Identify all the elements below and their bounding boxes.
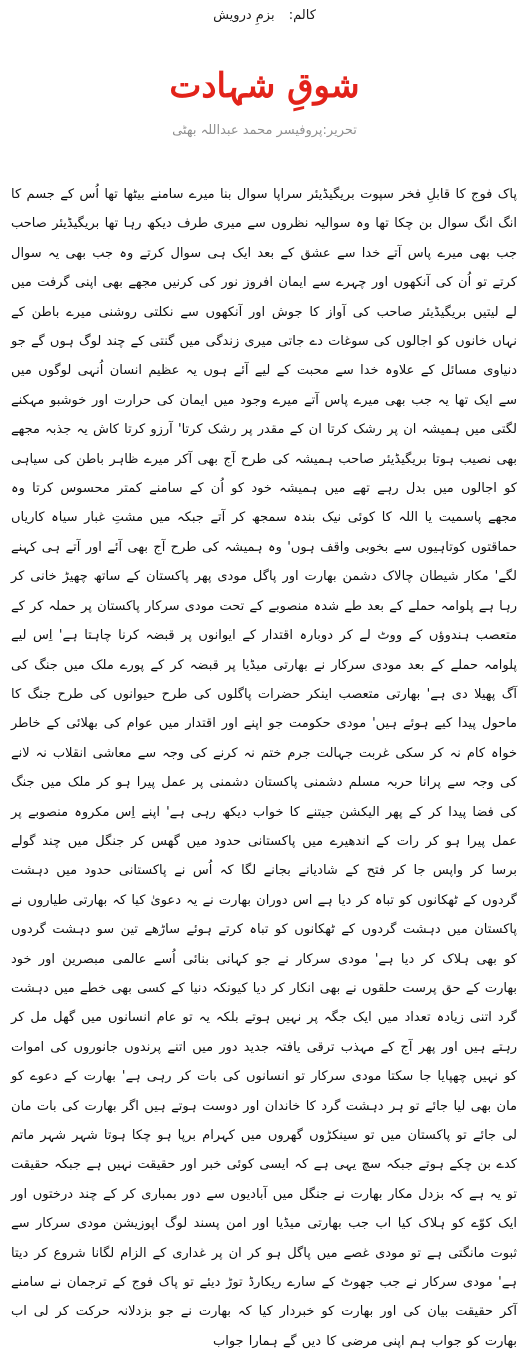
column-header	[0, 6, 529, 26]
column-series-name: بزمِ درویش	[213, 8, 275, 23]
article-body: پاک فوج کا قابلِ فخر سپوت بریگیڈیئر سراپا سوال بنا میرے سامنے بیٹھا تھا اُس کے جسم کا انگ انگ سوال بن چکا تھا وہ سوالیہ نظروں سے میری طرف دیکھ رہا تھا بریگیڈیئر صاحب جب بھی میرے پاس آتے خدا سے عشق کے بعد ایک ہی سوال کرتے وہ جب بھی یہ سوال کرتے تو اُن کی آنکھوں اور چہرے سے ایمان افروز نور کی کرنیں مجھے بھی اپنی گرفت میں لے لیتیں بریگیڈیئر صاحب کی آواز کا جوش اور آنکھوں سے نکلتی روشنی میرے باطن کے نہاں خانوں کو اجالوں کی سوغات دے جاتی میری زندگی میں گنتی کے چند لوگ ہوں گے جو دنیاوی مسائل کے علاوہ خدا سے محبت کے لیے آئے ہوں یہ عظیم انسان اُنہی لوگوں میں سے ایک تھا یہ جب بھی میرے پاس آتے میرے وجود میں ایمان کی حرارت اور خوشبو مہکنے لگتی میں ہمیشہ ان پر رشک کرتا ان کے مقدر پر رشک کرتا' آرزو کرتا کاش یہ جذبہ مجھے بھی نصیب ہوتا بریگیڈیئر صاحب ہمیشہ کی طرح آج بھی آکر میرے ظاہر باطن کی سیاہی کو اجالوں میں بدل رہے تھے میں ہمیشہ خود کو اُن کے سامنے کمتر محسوس کرتا وہ مجھے پاسمیت یا اللہ کا کوئی نیک بندہ سمجھ کر آتے جبکہ میں مشتِ غبار سیاہ کاریاں حماقتوں کوتاہیوں سے بخوبی واقف ہوں' وہ ہمیشہ کی طرح آج بھی آئے اور آتے ہی کہنے لگے' مکار شیطان چالاک دشمن بھارت اور پاگل مودی پھر پاکستان کے ساتھ چھیڑ خانی کر رہا ہے پلوامہ حملے کے بعد طے شدہ منصوبے کے تحت مودی سرکار پاکستان پر حملہ کر کے متعصب ہندوؤں کے ووٹ لے کر دوبارہ اقتدار کے ایوانوں پر قبضہ کرنا چاہتا ہے' اِس لیے پلوامہ حملے کے بعد مودی سرکار نے بھارتی میڈیا پر قبضہ کر کے پورے ملک میں جنگ کی آگ پھیلا دی ہے' بھارتی متعصب اینکر حضرات پاگلوں کی طرح حیوانوں کی طرح جنگ کا ماحول پیدا کیے ہوئے ہیں' مودی حکومت جو اپنے اور اقتدار میں عوام کی بھلائی کے خاطر خواہ کام نہ کر سکی غربت جہالت جرم ختم نہ کرنے کی وجہ سے معاشی انقلاب نہ لانے کی وجہ سے پرانا حربہ مسلم دشمنی پاکستان دشمنی پر عمل پیرا ہو کر ملک میں جنگ کی فضا پیدا کر کے پھر الیکشن جیتنے کا خواب دیکھ رہی ہے' اپنے اِس مکروہ منصوبے پر عمل پیرا ہو کر رات کے اندھیرے میں پاکستانی حدود میں گھس کر جنگل میں چند گولے برسا کر واپس جا کر فتح کے شادیانے بجانے لگا کہ اُس نے پاکستانی حدود میں دہشت گردوں کے ٹھکانوں کو تباہ کر دیا ہے اس دوران بھارت نے یہ دعویٰ کیا کہ بھارتی طیاروں نے پاکستان میں دہشت گردوں کے ٹھکانوں کو تباہ کرتے ہوئے ساڑھے تین سو دہشت گردوں کو بھی ہلاک کر دیا ہے' مودی سرکار نے جو کہانی بنائی اُسے عالمی مبصرین اور خود بھارت کے حق پرست حلقوں نے بھی انکار کر دیا کیونکہ دنیا کے کسی بھی خطے میں دہشت گرد اتنی زیادہ تعداد میں ایک جگہ پر نہیں ہوتے بلکہ یہ تو عام انسانوں میں گھل مل کر رہتے ہیں اور پھر آج کے مہذب ترقی یافتہ جدید دور میں اتنے پرندوں جانوروں کی اموات کو نہیں چھپایا جا سکتا مودی سرکار تو انسانوں کی بات کر رہی ہے' بھارت کے دعوے کو مان بھی لیا جائے تو ہر دہشت گرد کا خاندان اور دوست ہوتے ہیں اگر بھارت کی بات مان لی جائے تو پاکستان میں تو سینکڑوں گھروں میں کہرام برپا ہو چکا ہوتا شہر شہر ماتم کدے بن چکے ہوتے جبکہ سچ یہی ہے کہ ایسی کوئی خبر اور حقیقت نہیں ہے جبکہ حقیقت تو یہ ہے کہ بزدل مکار بھارت نے جنگل میں آبادیوں سے دور بمباری کر کے چند درختوں اور ایک کوّے کو ہلاک کیا اب جب بھارتی میڈیا اور امن پسند لوگ اپوزیشن مودی سرکار سے ثبوت مانگتی ہے تو مودی غصے میں پاگل ہو کر ان پر غداری کے الزام لگانا شروع کر دیتا ہے' مودی سرکار نے جب جھوٹ کے سارے ریکارڈ توڑ دیئے تو پاک فوج کے ترجمان نے سامنے آکر حقیقت بیان کی اور بھارت کو خبردار کیا کہ بھارت نے جو بزدلانہ حرکت کر لی اب بھارت کو جواب ہم اپنی مرضی کا دیں گے ہمارا جواب	[11, 187, 518, 1349]
author-byline: تحریر:پروفیسر محمد عبداللہ بھٹی	[172, 123, 357, 138]
article-title: شوقِ شہادت	[169, 66, 360, 106]
column-label: کالم:	[288, 8, 316, 23]
